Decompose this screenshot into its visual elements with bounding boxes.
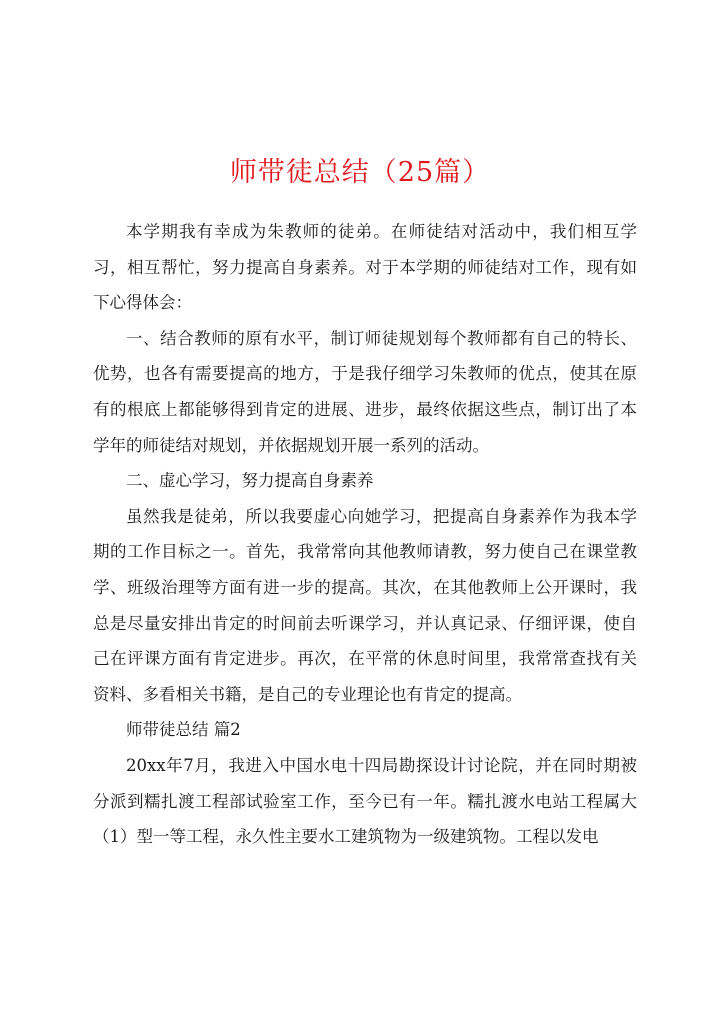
paragraph-section-one: 一、结合教师的原有水平，制订师徒规划每个教师都有自己的特长、优势，也各有需要提高的地方，于是我仔细学习朱教师的优点，使其在原有的根底上都能够得到肯定的进展、进步，最终依据这些点，制订出了本学年的师徒结对规划，并依据规划开展一系列的活动。 (93, 328, 637, 455)
paragraph-intro: 本学期我有幸成为朱教师的徒弟。在师徒结对活动中，我们相互学习，相互帮忙，努力提高自身素养。对于本学期的师徒结对工作，现有如下心得体会： (93, 222, 637, 313)
document-title: 师带徒总结（25篇） (229, 157, 491, 188)
paragraph-part-two-heading: 师带徒总结 篇2 (126, 720, 241, 740)
paragraph-section-two-heading: 二、虚心学习，努力提高自身素养 (126, 471, 374, 491)
paragraph-section-two-body: 虽然我是徒弟，所以我要虚心向她学习，把提高自身素养作为我本学期的工作目标之一。首先，我常常向其他教师请教，努力使自己在课堂教学、班级治理等方面有进一步的提高。其次，在其他教师上公开课时，我总是尽量安排出肯定的时间前去听课学习，并认真记录、仔细评课，使自己在评课方面有肯定进步。再次，在平常的休息时间里，我常常查找有关资料、多看相关书籍，是自己的专业理论也有肯定的提高。 (93, 506, 637, 704)
paragraph-part-two-body: 20xx年7月，我进入中国水电十四局勘探设计讨论院，并在同时期被分派到糯扎渡工程部试验室工作，至今已有一年。糯扎渡水电站工程属大（1）型一等工程，永久性主要水工建筑物为一级建筑物。工程以发电 (93, 755, 637, 847)
document-body (93, 214, 637, 855)
